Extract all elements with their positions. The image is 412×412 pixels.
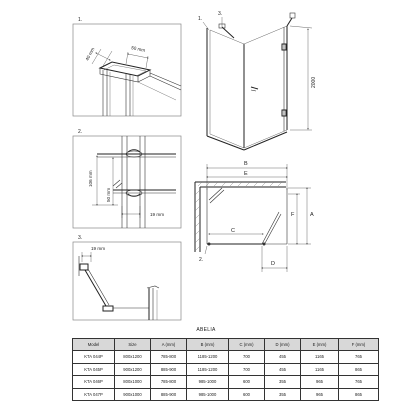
plan-view-diagram (195, 161, 314, 272)
plan-label-a: A (310, 212, 314, 218)
table-cell: 865 (339, 388, 379, 400)
table-header-cell: A (mm) (151, 339, 187, 351)
table-header-cell: D (mm) (265, 339, 301, 351)
table-cell: KTA 046P (73, 376, 115, 388)
table-cell: 765 (339, 351, 379, 363)
detail-2-number: 2. (78, 129, 83, 135)
plan-left-wall (195, 182, 200, 252)
table-cell: 985-1000 (187, 388, 229, 400)
table-cell: 1165 (301, 363, 339, 375)
table-cell: 800x1200 (115, 351, 151, 363)
callout-2-leader (205, 246, 207, 254)
enclosure-height: 2000 (311, 76, 317, 88)
table-cell: 455 (265, 363, 301, 375)
model-series-title: ABELIA (196, 327, 216, 333)
table-row (73, 388, 379, 400)
table-header-cell: Model (73, 339, 115, 351)
detail-3-number: 3. (78, 235, 83, 241)
table-cell: 1185-1200 (187, 363, 229, 375)
table-cell: 900x1200 (115, 363, 151, 375)
table-cell: 1185-1200 (187, 351, 229, 363)
plan-callout-2: 2. (199, 257, 204, 263)
detail-1-dim-a: 40 mm (84, 46, 96, 62)
table-cell: 455 (265, 351, 301, 363)
table-header-cell: C (mm) (229, 339, 265, 351)
table-cell: 965 (301, 388, 339, 400)
table-row (73, 363, 379, 375)
dimensions-table (72, 338, 379, 401)
detail-3-dim-width: 19 mm (91, 246, 106, 251)
detail-3-panel (73, 235, 181, 320)
table-cell: KTA 044P (73, 351, 115, 363)
plan-label-e: E (244, 171, 248, 177)
plan-label-f: F (291, 212, 295, 218)
table-cell: 600 (229, 388, 265, 400)
plan-label-d: D (271, 261, 275, 267)
detail-2-panel (73, 129, 181, 228)
table-cell: KTA 047P (73, 388, 115, 400)
detail-1-dim-b: 50 mm (130, 45, 146, 53)
table-header-cell: B (mm) (187, 339, 229, 351)
detail-2-dim-inner: 50 mm (106, 187, 111, 202)
table-cell: 765 (339, 376, 379, 388)
plan-label-b: B (244, 161, 248, 167)
table-cell: 800x1000 (115, 376, 151, 388)
table-header-row (73, 339, 379, 351)
table-header-cell: Size (115, 339, 151, 351)
table-cell: KTA 045P (73, 363, 115, 375)
enclosure-wireframe (207, 13, 312, 150)
detail-2-dim-height: 106 mm (88, 170, 93, 187)
detail-2-dim-width: 19 mm (150, 212, 165, 217)
table-cell: 965 (301, 376, 339, 388)
callout-1-label: 1. (198, 16, 203, 22)
enclosure-3d-view (198, 11, 317, 150)
table-cell: 355 (265, 376, 301, 388)
table-cell: 885-900 (151, 363, 187, 375)
detail-1-number: 1. (78, 17, 83, 23)
table-row (73, 351, 379, 363)
table-cell: 785-800 (151, 376, 187, 388)
table-cell: 600 (229, 376, 265, 388)
table-cell: 885-900 (151, 388, 187, 400)
table-row (73, 376, 379, 388)
plan-top-wall (195, 182, 286, 187)
table-cell: 785-800 (151, 351, 187, 363)
table-header-cell: F (mm) (339, 339, 379, 351)
detail-1-panel (73, 17, 181, 116)
table-cell: 1165 (301, 351, 339, 363)
callout-3-label: 3. (218, 11, 223, 17)
table-cell: 700 (229, 351, 265, 363)
detail-1-frame (73, 24, 181, 116)
plan-label-c: C (231, 228, 235, 234)
table-cell: 700 (229, 363, 265, 375)
table-cell: 900x1000 (115, 388, 151, 400)
table-cell: 985-1000 (187, 376, 229, 388)
table-header-cell: E (mm) (301, 339, 339, 351)
plan-enclosure-outline (207, 188, 287, 246)
callout-1-leader (203, 22, 209, 30)
table-cell: 865 (339, 363, 379, 375)
table-cell: 355 (265, 388, 301, 400)
